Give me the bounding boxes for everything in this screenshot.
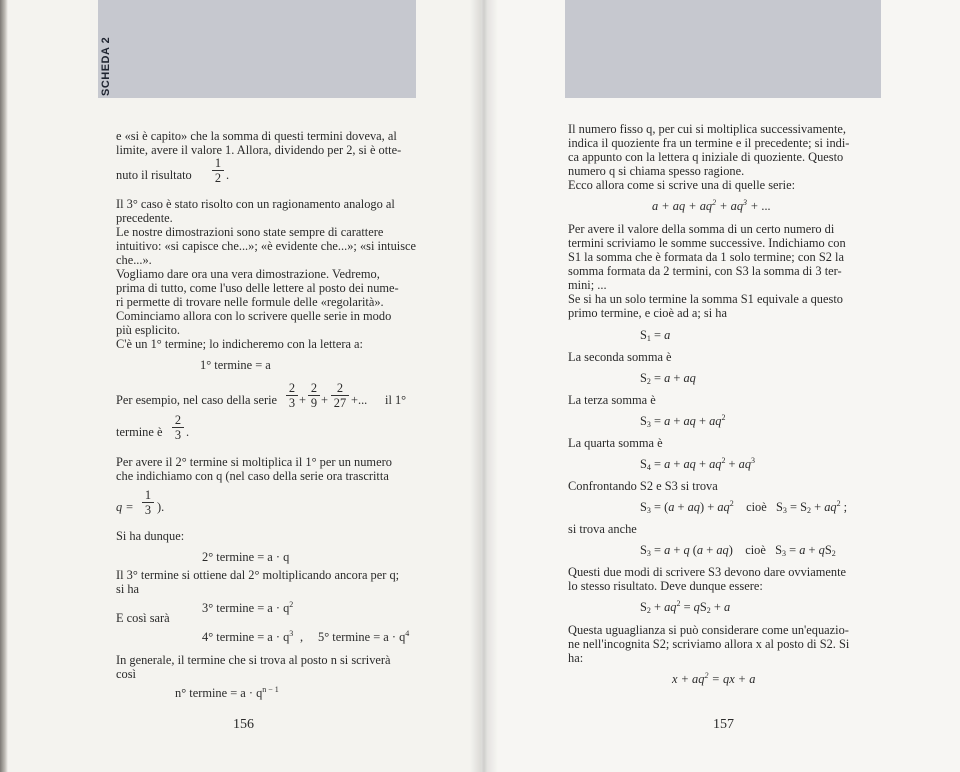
side-label: SCHEDA 2	[100, 36, 112, 96]
period: .	[226, 168, 230, 182]
formula-fourth-term: 4° $termine = a \cdot q^3$	[202, 629, 294, 644]
page-number-right: 157	[713, 717, 734, 732]
book-edge	[0, 0, 8, 772]
q-equals: q =	[116, 500, 134, 514]
text-line: ne nell'incognita S2; scriviamo allora x al posto di S2. Si	[568, 637, 850, 651]
formula-fifth-term-text: 5° termine = a · q	[318, 630, 406, 644]
text-line: E così sarà	[116, 611, 170, 625]
text-line: Confrontando S2 e S3 si trova	[568, 479, 718, 493]
header-band-left	[98, 0, 416, 98]
text-line: La terza somma è	[568, 393, 656, 407]
text-line: nuto il risultato	[116, 168, 192, 182]
text-line: termini scriviamo le somme successive. Indichiamo con	[568, 236, 846, 250]
formula-nth-term: n° $termine = a \cdot q^{n - 1}$	[175, 685, 279, 700]
formula-s3: $S_3 = a$ + aq + $aq^2$	[640, 413, 726, 429]
book-gutter	[470, 0, 498, 772]
period: .	[186, 425, 190, 439]
text-line: somma formata da 2 termini, con S3 la somma di 3 ter-	[568, 264, 842, 278]
formula-also: $S_3 = a + q$ (a + aq) cioè $S_3 = a + qS_2$	[640, 543, 836, 558]
formula-equation-x: $x + aq^2$ = qx + a	[672, 671, 756, 686]
text-line: termine è	[116, 425, 163, 439]
text-line: lo stesso risultato. Deve dunque essere:	[568, 579, 763, 593]
formula-fifth-term: 5° $termine = a \cdot q^4$	[318, 629, 410, 644]
text-line: Per avere il valore della somma di un certo numero di	[568, 222, 835, 236]
text-line: più esplicito.	[116, 323, 181, 337]
text-line: numero q si chiama spesso ragione.	[568, 164, 745, 178]
formula-equality: $S_2 + aq^2 = qS_2 + a$	[640, 599, 731, 615]
fraction-2-9: 2 9	[308, 382, 320, 409]
text-line: precedente.	[116, 211, 173, 225]
text-line: limite, avere il valore 1. Allora, dividendo per 2, si è otte-	[116, 143, 402, 157]
series-tail: +...	[351, 393, 368, 407]
text-line: La seconda somma è	[568, 350, 672, 364]
text-line: Questa uguaglianza si può considerare come un'equazio-	[568, 623, 849, 637]
fraction-2-3: 2 3	[286, 382, 298, 409]
text-line: ca appunto con la lettera q iniziale di quoziente. Questo	[568, 150, 844, 164]
text-line: Cominciamo allora con lo scrivere quelle serie in modo	[116, 309, 392, 323]
formula-series: a + aq + $aq^2 + aq^3$ + ...	[652, 198, 771, 213]
paren-close: ).	[157, 500, 165, 514]
fraction-one-half: 1 2	[212, 157, 224, 184]
text-line: così	[116, 667, 136, 681]
text-line: ri permette di trovare nelle formule delle «regolarità».	[116, 295, 384, 309]
text-line: indica il quoziente fra un termine e il precedente; si indi-	[568, 136, 850, 150]
right-page	[481, 0, 960, 772]
formula-third-term-text: 3° termine = a · q	[202, 601, 290, 615]
fraction-2-27: 2 27	[331, 382, 349, 409]
text-line: il 1°	[385, 393, 407, 407]
text-line: Il 3° termine si ottiene dal 2° moltiplicando ancora per q;	[116, 568, 400, 582]
formula-s2: $S_2 = a$ + aq	[640, 371, 696, 386]
text-line: Le nostre dimostrazioni sono state sempre di carattere	[116, 225, 384, 239]
text-line: Questi due modi di scrivere S3 devono dare ovviamente	[568, 565, 847, 579]
text-line: primo termine, e cioè ad a; si ha	[568, 306, 727, 320]
formula-compare: $S_3 = (a + aq) + aq^2$ cioè $S_3 = S_2 + aq^2$ ;	[640, 499, 848, 515]
text-line: che...».	[116, 253, 152, 267]
text-line: intuitivo: «si capisce che...»; «è evidente che...»; «si intuisce	[116, 239, 417, 253]
formula-fourth-term-text: 4° termine = a · q	[202, 630, 290, 644]
text-line: S1 la somma che è formata da 1 solo termine; con S2 la	[568, 250, 844, 264]
formula-s1: $S_1 = a$	[640, 328, 671, 343]
text-line: Si ha dunque:	[116, 529, 185, 543]
text-line: Il 3° caso è stato risolto con un ragionamento analogo al	[116, 197, 395, 211]
text-line: Se si ha un solo termine la somma S1 equivale a questo	[568, 292, 843, 306]
formula-second-term: 2° termine = a · q	[202, 550, 290, 564]
text-line: Il numero fisso q, per cui si moltiplica successivamente,	[568, 122, 847, 136]
text-line: mini; ...	[568, 278, 607, 292]
fraction-2-3: 2 3	[172, 414, 184, 441]
text-line: ha:	[568, 651, 584, 665]
text-line: che indichiamo con q (nel caso della serie ora trascritta	[116, 469, 389, 483]
text-line: Per avere il 2° termine si moltiplica il 1° per un numero	[116, 455, 392, 469]
comma: ,	[300, 630, 304, 644]
formula-third-term: 3° $termine = a \cdot q^2$	[202, 600, 294, 615]
plus-sign: +	[299, 393, 306, 407]
text-line: C'è un 1° termine; lo indicheremo con la lettera a:	[116, 337, 363, 351]
text-line: La quarta somma è	[568, 436, 663, 450]
formula-nth-term-text: n° termine = a · q	[175, 686, 263, 700]
fraction-1-3: 1 3	[142, 489, 154, 516]
text-line: e «si è capito» che la somma di questi termini doveva, al	[116, 129, 397, 143]
text-line: si trova anche	[568, 522, 637, 536]
text-line: Ecco allora come si scrive una di quelle serie:	[568, 178, 796, 192]
text-line: In generale, il termine che si trova al posto n si scriverà	[116, 653, 391, 667]
formula-s4: $S_4 = a$ + aq + $aq^2 + aq^3$	[640, 456, 756, 472]
text-line: si ha	[116, 582, 140, 596]
text-line: prima di tutto, come l'uso delle lettere al posto dei nume-	[116, 281, 399, 295]
page-number-left: 156	[233, 717, 254, 732]
formula-first-term: 1° termine = a	[200, 358, 271, 372]
text-line: Vogliamo dare ora una vera dimostrazione. Vedremo,	[116, 267, 380, 281]
header-band-right	[565, 0, 881, 98]
text-line: Per esempio, nel caso della serie	[116, 393, 278, 407]
plus-sign: +	[321, 393, 328, 407]
